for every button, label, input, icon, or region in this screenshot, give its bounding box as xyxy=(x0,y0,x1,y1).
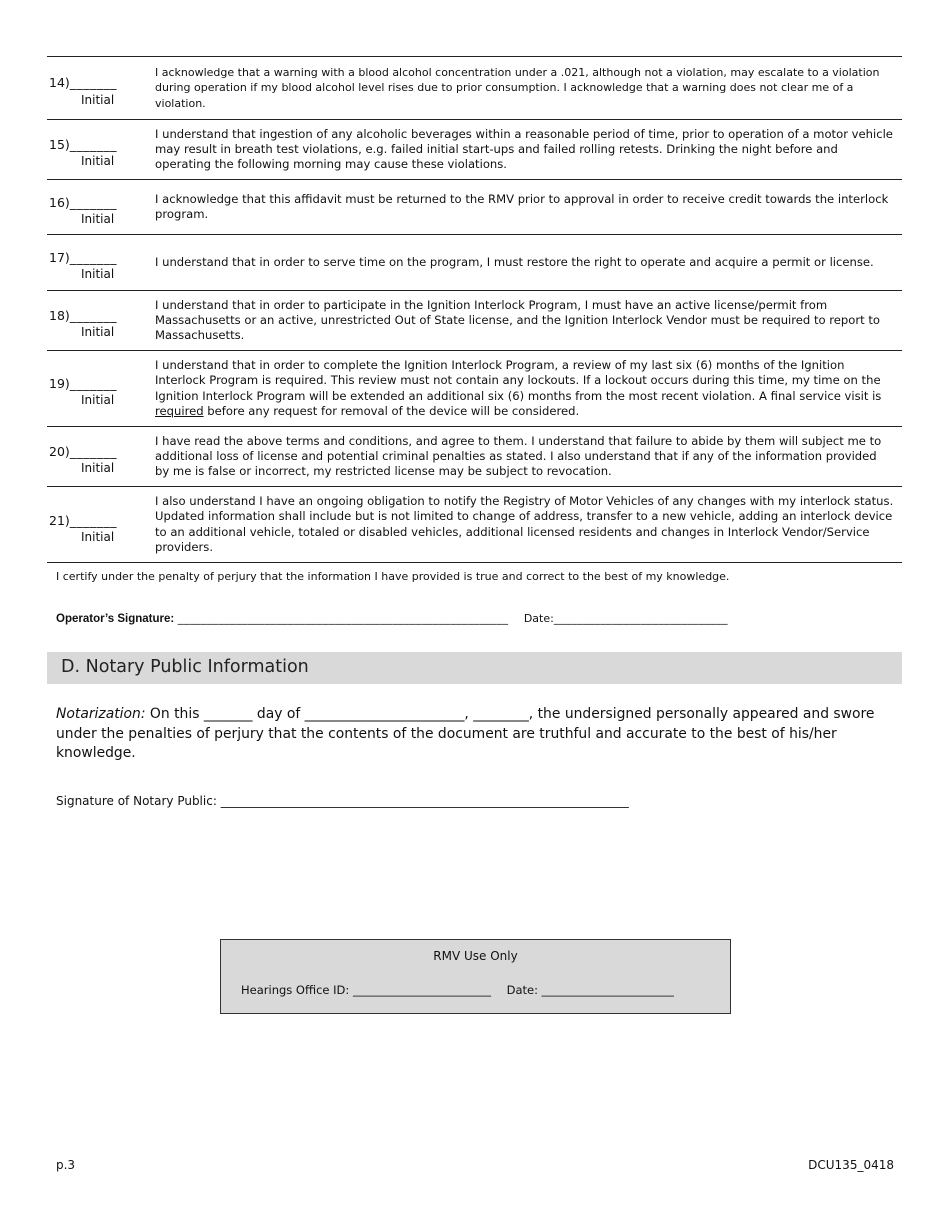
initial-label: Initial xyxy=(81,267,115,281)
operator-date-field[interactable]: ______________________________ xyxy=(553,612,728,625)
operator-signature-label: Operator’s Signature: xyxy=(56,613,175,625)
form-id: DCU135_0418 xyxy=(808,1158,894,1172)
item-text: I understand that in order to serve time on the program, I must restore the right to operate and acquire a permit or license. xyxy=(155,254,874,269)
item-text: I have read the above terms and conditions, and agree to them. I understand that failure to abide by them will subject me to additional loss of license and potential criminal penalties as stated. I also understand that if any of the information provided by me is false or incorrect, my restricted license may be subject to revocation. xyxy=(155,433,882,479)
item-15 xyxy=(47,120,902,180)
initial-field-16[interactable]: 16)_______ xyxy=(49,195,118,210)
page-number: p.3 xyxy=(56,1158,76,1172)
rmv-date-field[interactable]: _______________________ xyxy=(541,983,674,997)
rmv-hearings-row xyxy=(241,983,674,997)
operator-signature-field[interactable]: _________________________________________________________ xyxy=(177,612,509,625)
rmv-date-label: Date: xyxy=(506,983,538,997)
item-text: I also understand I have an ongoing obligation to notify the Registry of Motor Vehicles of any changes with my interlock status. Updated information shall include but is not limited to change of address, transfer to a new vehicle, adding an interlock device to an additional vehicle, totaled or disabled vehicles, additional licensed residents and changes in Interlock Vendor/Service providers. xyxy=(155,493,894,554)
acknowledgement-list xyxy=(47,56,902,563)
item-text: I understand that ingestion of any alcoholic beverages within a reasonable period of time, prior to operation of a motor vehicle may result in breath test violations, e.g. failed initial start-ups and failed rolling retests. Drinking the night before and operating the following morning may cause these violations. xyxy=(155,126,893,172)
initial-label: Initial xyxy=(81,212,115,226)
item-21 xyxy=(47,487,902,563)
initial-label: Initial xyxy=(81,93,115,107)
notary-signature-field[interactable]: ____________________________________________________________________ xyxy=(220,794,629,808)
initial-label: Initial xyxy=(81,530,115,544)
hearings-office-label: Hearings Office ID: xyxy=(241,983,350,997)
item-text: I acknowledge that a warning with a blood alcohol concentration under a .021, although not a violation, may escalate to a violation during operation if my blood alcohol level rises due to prior consumption. I acknowledge that a warning does not clear me of a violation. xyxy=(155,66,880,110)
initial-label: Initial xyxy=(81,325,115,339)
notary-signature-label: Signature of Notary Public: xyxy=(56,794,217,808)
initial-field-20[interactable]: 20)_______ xyxy=(49,444,118,459)
initial-label: Initial xyxy=(81,461,115,475)
item-text: I understand that in order to complete the Ignition Interlock Program, a review of my last six (6) months of the Ignition Interlock Program is required. This review must not contain any lockouts. If a lockout occurs during this time, my time on the Ignition Interlock Program will be extended an additional six (6) months from the most recent violation. A final service visit is required before any request for removal of the device will be considered. xyxy=(155,357,882,418)
notary-signature-row xyxy=(56,794,629,808)
initial-field-18[interactable]: 18)_______ xyxy=(49,308,118,323)
initial-field-17[interactable]: 17)_______ xyxy=(49,250,118,265)
item-18 xyxy=(47,291,902,351)
initial-field-21[interactable]: 21)_______ xyxy=(49,513,118,528)
notarization-label: Notarization: xyxy=(56,706,146,722)
certify-statement: I certify under the penalty of perjury that the information I have provided is true and correct to the best of my knowledge. xyxy=(56,570,730,583)
item-19 xyxy=(47,351,902,427)
item-16 xyxy=(47,180,902,235)
initial-label: Initial xyxy=(81,393,115,407)
hearings-office-field[interactable]: ________________________ xyxy=(352,983,491,997)
operator-date-label: Date: xyxy=(523,612,554,625)
initial-field-14[interactable]: 14)_______ xyxy=(49,75,118,90)
rmv-use-only-box xyxy=(220,939,731,1014)
initial-field-15[interactable]: 15)_______ xyxy=(49,137,118,152)
item-20 xyxy=(47,427,902,487)
item-14 xyxy=(47,57,902,120)
item-text: I understand that in order to participate in the Ignition Interlock Program, I must have an active license/permit from Massachusetts or an active, unrestricted Out of State license, and the Ignition Interlock Vendor must be required to report to Massachusetts. xyxy=(155,297,881,343)
rmv-box-title: RMV Use Only xyxy=(433,949,518,963)
initial-label: Initial xyxy=(81,154,115,168)
item-17 xyxy=(47,235,902,291)
item-text: I acknowledge that this affidavit must be returned to the RMV prior to approval in order to receive credit towards the interlock program. xyxy=(155,191,889,221)
initial-field-19[interactable]: 19)_______ xyxy=(49,376,118,391)
operator-signature-row xyxy=(56,612,728,625)
notarization-text: On this _______ day of _______________________, ________, the undersigned personally appeared and swore under the penalties of perjury that the contents of the document are truthful and accurate to the best of his/her knowledge. xyxy=(56,706,875,761)
notarization-paragraph xyxy=(56,705,896,764)
section-d-header: D. Notary Public Information xyxy=(47,652,902,684)
